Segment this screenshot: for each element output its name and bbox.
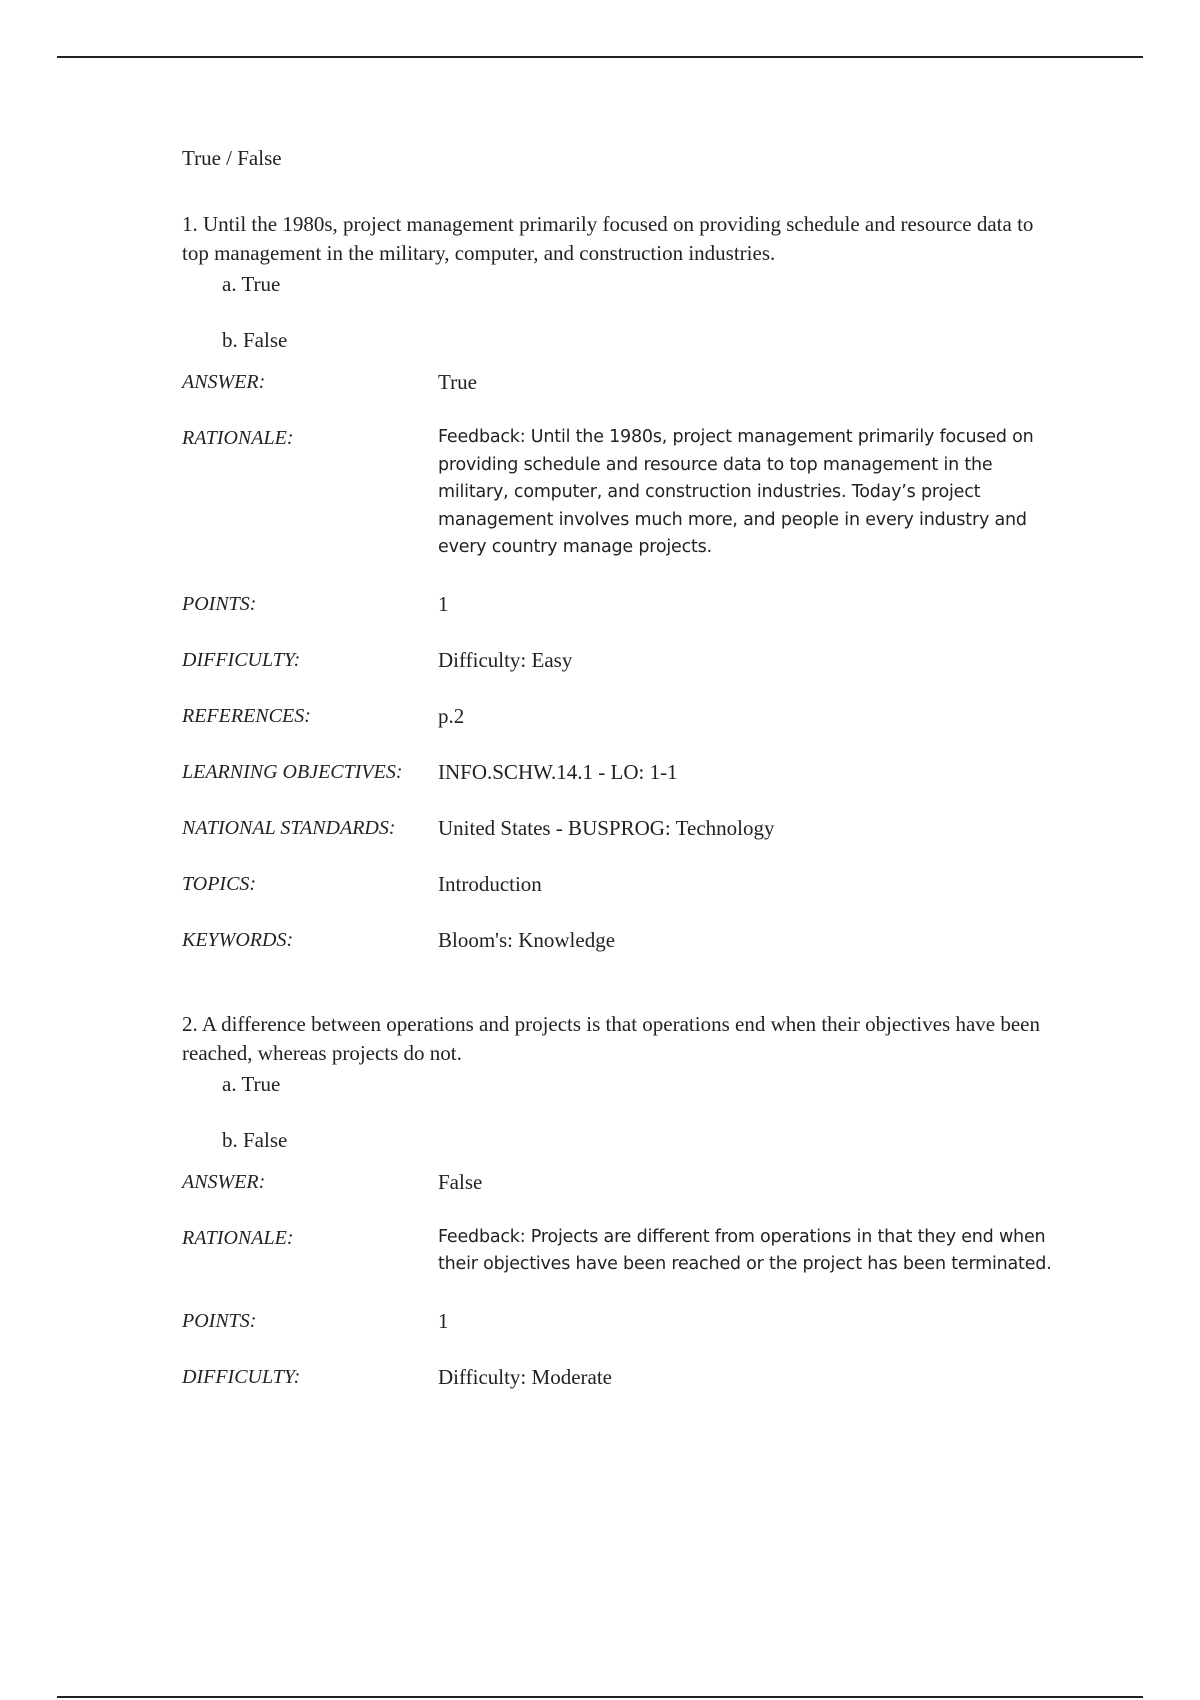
meta-label: KEYWORDS:: [182, 928, 294, 951]
document-body: [182, 144, 1062, 1447]
question-1: [182, 210, 1062, 954]
meta-label: TOPICS:: [182, 872, 257, 895]
meta-value: Difficulty: Easy: [438, 647, 573, 672]
meta-value: INFO.SCHW.14.1 - LO: 1-1: [438, 759, 678, 784]
meta-label: RATIONALE:: [182, 1226, 294, 1249]
option-false: b. False: [222, 328, 288, 352]
meta-value: Bloom's: Knowledge: [438, 927, 616, 952]
meta-value: Feedback: Projects are different from operations in that they end when their objectives have been reached or the project has been terminated.: [438, 1226, 1052, 1274]
meta-rationale: [182, 1224, 1062, 1279]
option-true: a. True: [222, 1071, 281, 1096]
meta-label: LEARNING OBJECTIVES:: [182, 760, 403, 783]
section-title: True / False: [182, 146, 282, 170]
meta-value: United States - BUSPROG: Technology: [438, 815, 775, 840]
meta-value: Feedback: Until the 1980s, project management primarily focused on providing schedule and resource data to top management in the military, computer, and construction industries. Today’s project management involves much more, and people in every industry and every country manage projects.: [438, 427, 1034, 557]
meta-value: 1: [438, 591, 449, 616]
meta-label: DIFFICULTY:: [182, 648, 301, 671]
question-stem: 2. A difference between operations and projects is that operations end when their objectives have been reached, whereas projects do not.: [182, 1011, 1040, 1065]
question-stem: 1. Until the 1980s, project management primarily focused on providing schedule and resource data to top management in the military, computer, and construction industries.: [182, 212, 1034, 265]
bottom-rule: [57, 1696, 1143, 1698]
meta-label: DIFFICULTY:: [182, 1365, 301, 1388]
meta-value: Difficulty: Moderate: [438, 1364, 612, 1389]
meta-answer: [182, 1168, 1062, 1196]
meta-value: p.2: [438, 703, 465, 728]
meta-value: 1: [438, 1308, 449, 1333]
meta-points: [182, 590, 1062, 618]
meta-value: Introduction: [438, 871, 542, 896]
meta-label: RATIONALE:: [182, 427, 294, 449]
meta-difficulty: [182, 1363, 1062, 1391]
meta-difficulty: [182, 646, 1062, 674]
meta-national-standards: [182, 814, 1062, 842]
meta-answer: [182, 368, 1062, 396]
meta-keywords: [182, 926, 1062, 954]
meta-rationale: [182, 424, 1062, 562]
meta-label: REFERENCES:: [182, 704, 311, 727]
meta-topics: [182, 870, 1062, 898]
answer-options: [222, 1070, 1062, 1154]
option-false: b. False: [222, 1127, 288, 1152]
answer-options: [222, 270, 1062, 354]
top-rule: [57, 56, 1143, 58]
meta-label: NATIONAL STANDARDS:: [182, 816, 396, 839]
meta-value: True: [438, 370, 477, 394]
option-true: a. True: [222, 272, 281, 296]
meta-label: POINTS:: [182, 1309, 257, 1332]
meta-label: ANSWER:: [182, 371, 266, 393]
meta-learning-objectives: [182, 758, 1062, 786]
meta-label: POINTS:: [182, 592, 257, 615]
meta-points: [182, 1307, 1062, 1335]
meta-label: ANSWER:: [182, 1170, 266, 1193]
meta-references: [182, 702, 1062, 730]
question-2: [182, 1010, 1062, 1391]
meta-value: False: [438, 1169, 483, 1194]
